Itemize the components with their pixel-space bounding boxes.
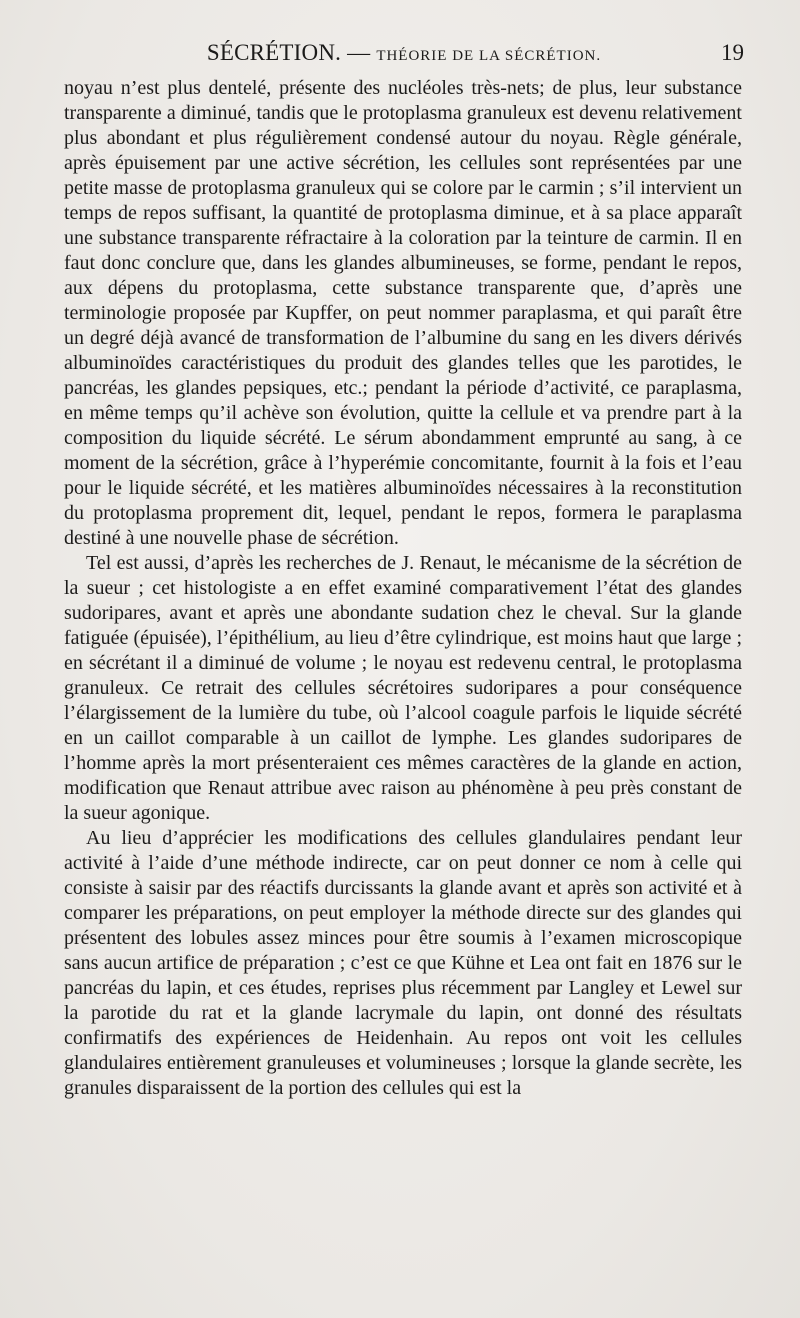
page-number: 19 (721, 40, 744, 65)
paragraph-renaut: Tel est aussi, d’après les recherches de J. Renaut, le mécanisme de la sécrétion de la sueur ; cet histologiste a en effet examiné comparativement l’état des glandes sudoripares, avant et après une abondante sudation chez le cheval. Sur la glande fatiguée (épuisée), l’épithélium, au lieu d’être cylindrique, est moins haut que large ; en sécrétant il a diminué de volume ; le noyau est redevenu central, le protoplasma granuleux. Ce retrait des cellules sécrétoires sudoripares a pour conséquence l’élargissement de la lumière du tube, où l’alcool coagule parfois le liquide sécrété en un caillot comparable à un caillot de lymphe. Les glandes sudoripares de l’homme après la mort présenteraient ces mêmes caractères de la glande en action, modification que Renaut attribue avec raison au phénomène à peu près constant de la sueur agonique. (64, 552, 742, 824)
paragraph-direct-method: Au lieu d’apprécier les modifications des cellules glandulaires pendant leur activité à l’aide d’une méthode indirecte, car on peut donner ce nom à celle qui consiste à saisir par des réactifs durcissants la glande avant et après son activité et à comparer les préparations, on peut employer la méthode directe sur des glandes qui présentent des lobules assez minces pour être soumis à l’examen microscopique sans aucun artifice de préparation ; c’est ce que Kühne et Lea ont fait en 1876 sur le pancréas du lapin, et ces études, reprises plus récemment par Langley et Lewel sur la parotide du rat et la glande lacrymale du lapin, ont donné des résultats confirmatifs des expériences de Heidenhain. Au repos ont voit les cellules glandulaires entièrement granuleuses et volumineuses ; lorsque la glande secrète, les granules disparaissent de la portion des cellules qui est la (64, 827, 742, 1099)
section-title: SÉCRÉTION. (206, 40, 342, 65)
running-head (64, 40, 744, 66)
page-header (64, 40, 744, 74)
section-subtitle: THÉORIE DE LA SÉCRÉTION. (376, 48, 602, 64)
paragraph-continued: noyau n’est plus dentelé, présente des nucléoles très-nets; de plus, leur substance transparente a diminué, tandis que le protoplasma granuleux est devenu relativement plus abondant et plus régulièrement condensé autour du noyau. Règle générale, après épuisement par une active sécrétion, les cellules sont représentées par une petite masse de protoplasma granuleux qui se colore par le carmin ; s’il intervient un temps de repos suffisant, la quantité de protoplasma diminue, et à sa place apparaît une substance transparente réfractaire à la coloration par la teinture de carmin. Il en faut donc conclure que, dans les glandes albumineuses, se forme, pendant le repos, aux dépens du protoplasma, cette substance transparente que, d’après une terminologie proposée par Kupffer, on peut nommer paraplasma, et qui paraît être un degré déjà avancé de transformation de l’albumine du sang en les divers dérivés albuminoïdes caractéristiques du produit des glandes telles que les parotides, le pancréas, les glandes pepsiques, etc.; pendant la période d’activité, ce paraplasma, en même temps qu’il achève son évolution, quitte la cellule et va prendre part à la composition du liquide sécrété. Le sérum abondamment emprunté au sang, à ce moment de la sécrétion, grâce à l’hyperémie concomitante, fournit à la fois et l’eau pour le liquide sécrété, et les matières albuminoïdes nécessaires à la reconstitution du protoplasma proprement dit, lequel, pendant le repos, formera le paraplasma destiné à une nouvelle phase de sécrétion. (64, 77, 742, 549)
header-separator: — (347, 40, 371, 65)
body-text (64, 76, 742, 1101)
